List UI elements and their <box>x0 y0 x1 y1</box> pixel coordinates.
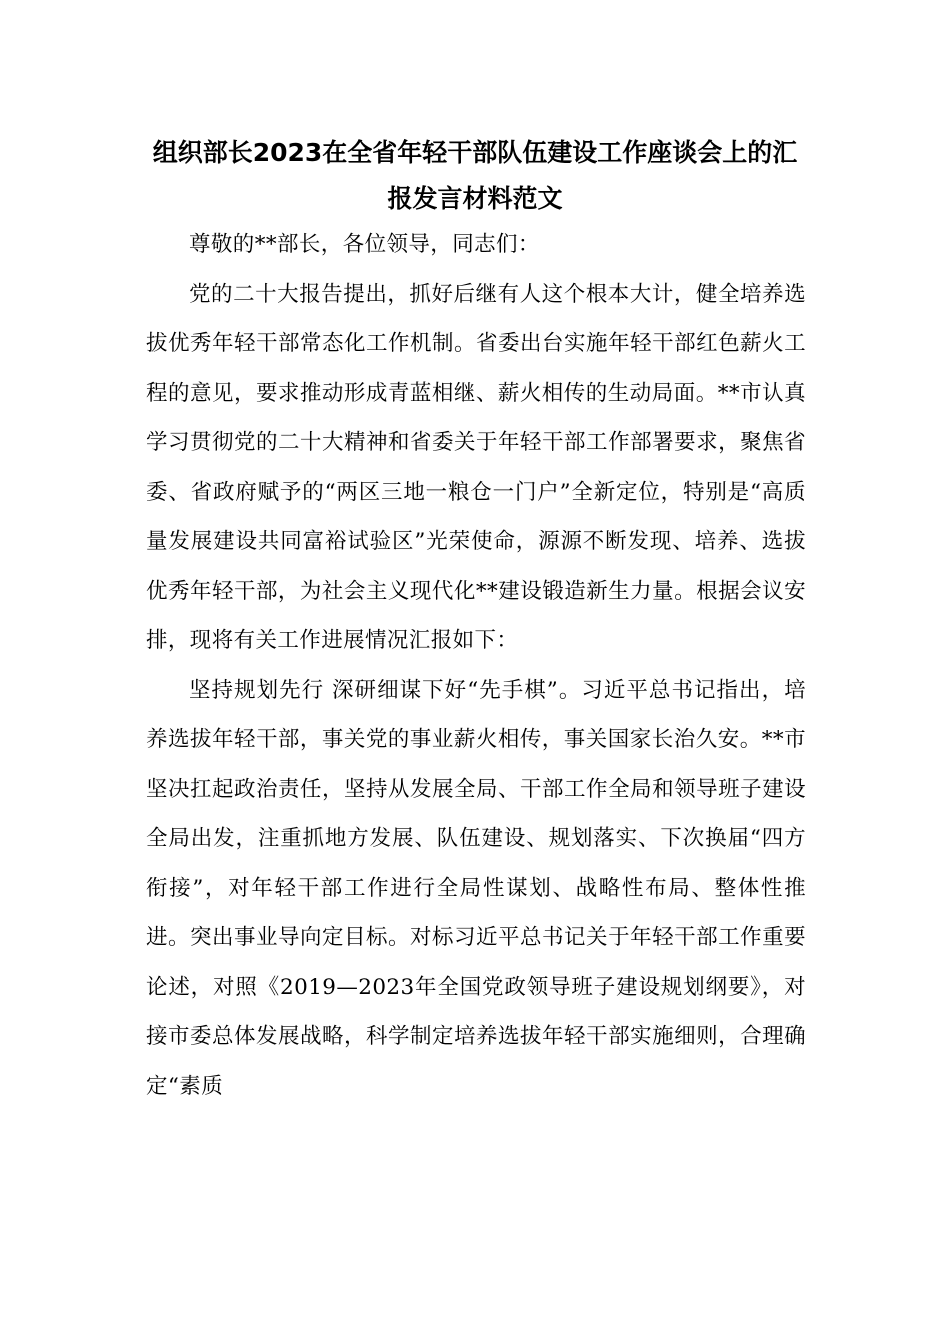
intro-paragraph: 党的二十大报告提出，抓好后继有人这个根本大计，健全培养选拔优秀年轻干部常态化工作机制。省委出台实施年轻干部红色薪火工程的意见，要求推动形成青蓝相继、薪火相传的生动局面。**市认真学习贯彻党的二十大精神和省委关于年轻干部工作部署要求，聚焦省委、省政府赋予的“两区三地一粮仓一门户”全新定位，特别是“高质量发展建设共同富裕试验区”光荣使命，源源不断发现、培养、选拔优秀年轻干部，为社会主义现代化**建设锻造新生力量。根据会议安排，现将有关工作进展情况汇报如下： <box>146 281 806 653</box>
salutation-paragraph: 尊敬的**部长，各位领导，同志们： <box>189 232 540 257</box>
document-title <box>140 130 810 222</box>
planning-paragraph: 坚持规划先行 深研细谋下好“先手棋”。习近平总书记指出，培养选拔年轻干部，事关党的事业薪火相传，事关国家长治久安。**市坚决扛起政治责任，坚持从发展全局、干部工作全局和领导班子建设全局出发，注重抓地方发展、队伍建设、规划落实、下次换届“四方衔接”，对年轻干部工作进行全局性谋划、战略性布局、整体性推进。突出事业导向定目标。对标习近平总书记关于年轻干部工作重要论述，对照《2019—2023年全国党政领导班子建设规划纲要》，对接市委总体发展战略，科学制定培养选拔年轻干部实施细则，合理确定“素质 <box>146 677 806 1099</box>
title-line-1: 组织部长2023在全省年轻干部队伍建设工作座谈会上的汇 <box>152 138 798 167</box>
document-body <box>146 220 806 1111</box>
title-line-2: 报发言材料范文 <box>387 184 563 213</box>
